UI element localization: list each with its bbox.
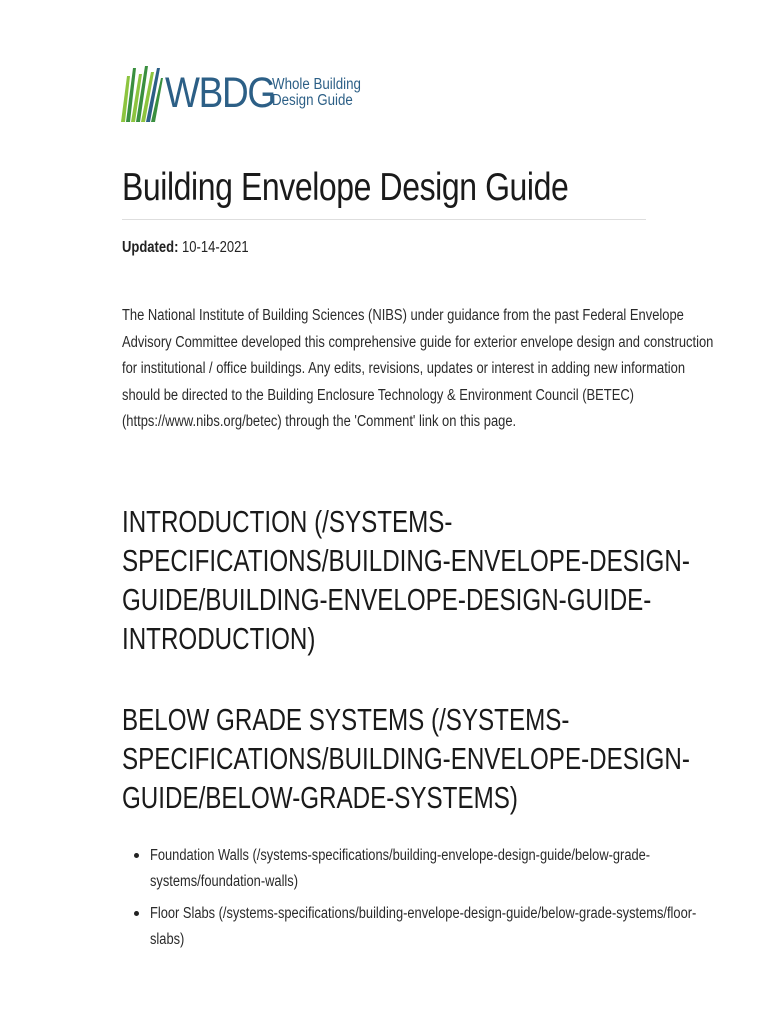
logo-tagline-line1: Whole Building xyxy=(272,76,361,93)
intro-line: The National Institute of Building Sciences (NIBS) under guidance from the past Federal Envelope xyxy=(122,307,684,324)
section-heading-line: SPECIFICATIONS/BUILDING-ENVELOPE-DESIGN- xyxy=(122,741,690,776)
list-item-line: Foundation Walls (/systems-specifications/building-envelope-design-guide/below-grade- xyxy=(150,847,651,864)
logo-wordmark: WBDG xyxy=(165,68,275,117)
intro-line: Advisory Committee developed this comprehensive guide for exterior envelope design and construction xyxy=(122,333,714,351)
section-heading-line: GUIDE/BUILDING-ENVELOPE-DESIGN-GUIDE- xyxy=(122,582,652,617)
section-heading-line: SPECIFICATIONS/BUILDING-ENVELOPE-DESIGN- xyxy=(122,543,690,578)
below-grade-list xyxy=(134,843,768,959)
bullet-icon xyxy=(134,853,139,858)
logo-tagline xyxy=(272,77,361,109)
intro-line: should be directed to the Building Enclosure Technology & Environment Council (BETEC) xyxy=(122,386,634,404)
wbdg-grass-logo-icon xyxy=(121,64,163,122)
section-heading-below-grade-systems[interactable] xyxy=(122,700,690,817)
list-item-text xyxy=(150,843,696,895)
section-heading-introduction[interactable] xyxy=(122,502,690,658)
section-heading-line: INTRODUCTION) xyxy=(122,621,316,656)
section-heading-line: INTRODUCTION (/SYSTEMS- xyxy=(122,504,453,539)
title-divider xyxy=(122,219,646,220)
bullet-icon xyxy=(134,911,139,916)
updated-label: Updated: xyxy=(122,239,179,256)
list-item-floor-slabs[interactable] xyxy=(134,901,768,953)
updated-line xyxy=(122,239,249,257)
list-item-line: Floor Slabs (/systems-specifications/building-envelope-design-guide/below-grade-systems/floor- xyxy=(150,905,697,922)
intro-paragraph xyxy=(122,303,714,436)
list-item-line: slabs) xyxy=(150,931,185,948)
list-item-line: systems/foundation-walls) xyxy=(150,873,299,890)
wbdg-logo[interactable] xyxy=(121,64,375,122)
intro-line: for institutional / office buildings. Any edits, revisions, updates or interest in adding new information xyxy=(122,360,686,377)
logo-tagline-line2: Design Guide xyxy=(272,92,353,109)
page-title: Building Envelope Design Guide xyxy=(122,166,569,209)
list-item-text xyxy=(150,901,696,953)
updated-date: 10-14-2021 xyxy=(182,239,249,256)
intro-line: (https://www.nibs.org/betec) through the 'Comment' link on this page. xyxy=(122,413,517,430)
list-item-foundation-walls[interactable] xyxy=(134,843,768,895)
section-heading-line: BELOW GRADE SYSTEMS (/SYSTEMS- xyxy=(122,702,570,737)
section-heading-line: GUIDE/BELOW-GRADE-SYSTEMS) xyxy=(122,780,518,815)
